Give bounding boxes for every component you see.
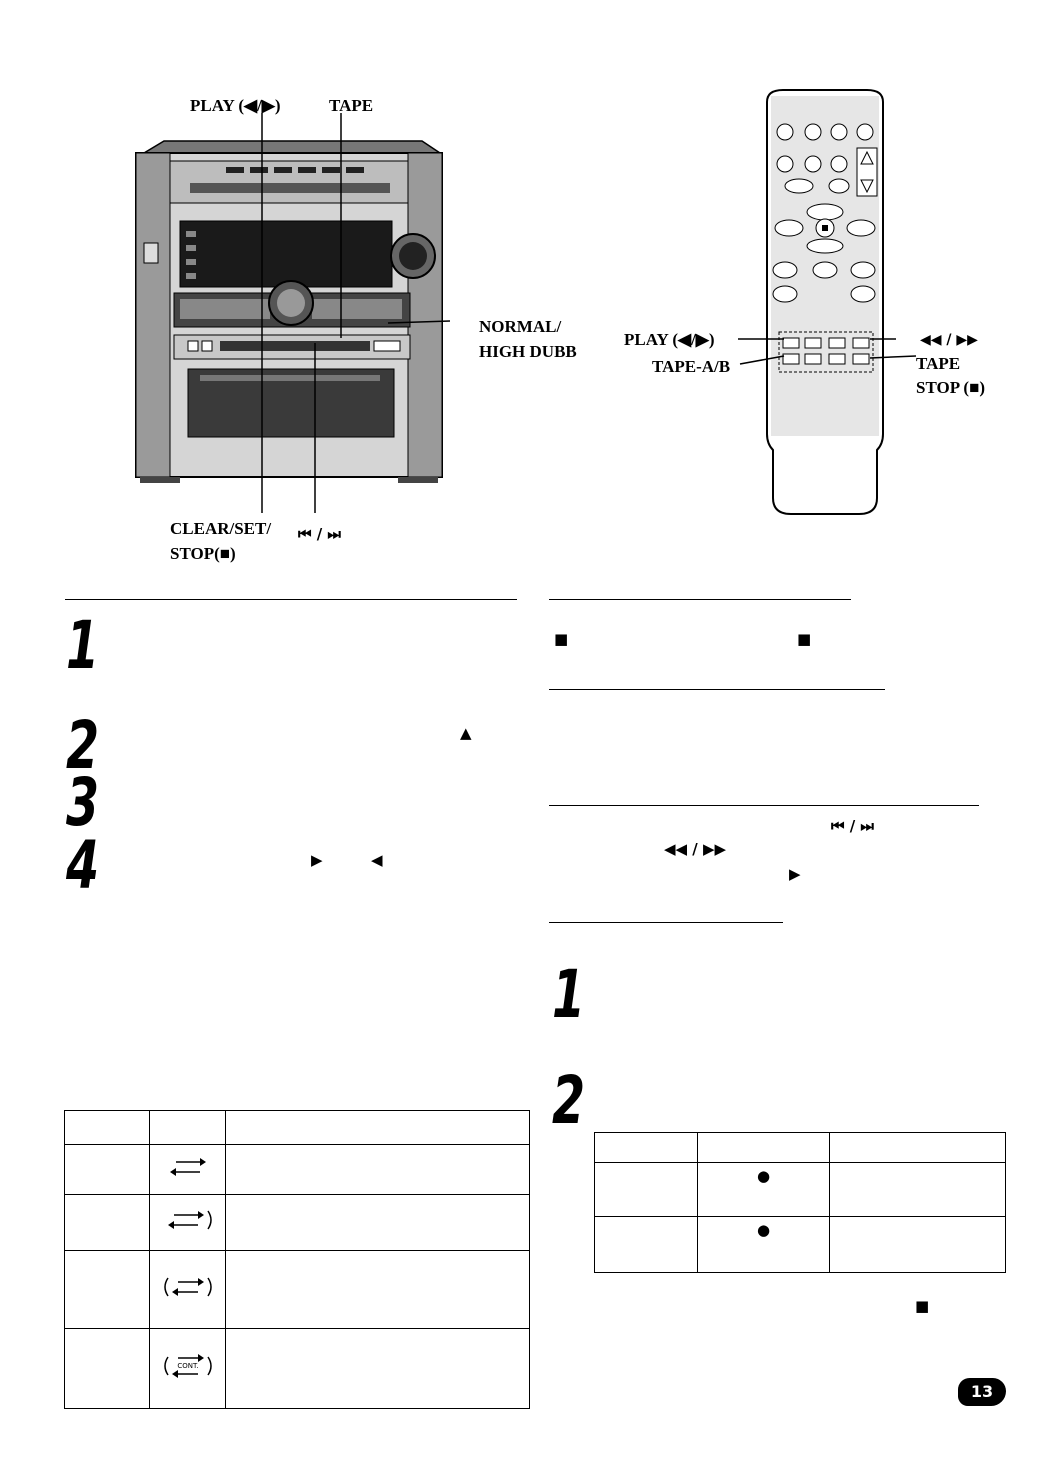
reverse-play-icon: ◀ <box>371 851 383 869</box>
stereo-label-clear-set: CLEAR/SET/ <box>170 519 272 538</box>
remote-label-tape-ab: TAPE-A/B <box>652 357 731 376</box>
stereo-unit-illustration <box>130 113 450 543</box>
cont-label: CONT. <box>176 1362 199 1370</box>
remote-label-ff-rew: ◀◀ / ▶▶ <box>920 332 978 348</box>
stop-icon: ■ <box>797 630 812 648</box>
remote-callout-lines <box>730 330 930 380</box>
step-2-number: 2 <box>66 707 100 784</box>
remote-label-tape: TAPE <box>916 354 961 373</box>
stereo-label-stop: STOP(■) <box>170 544 236 563</box>
step-1-number: 1 <box>66 607 100 684</box>
right-rule-1 <box>549 599 851 600</box>
left-section-rule <box>65 599 517 600</box>
reverse-mode-table <box>64 1110 530 1409</box>
table-row <box>65 1329 530 1409</box>
page-number: 13 <box>958 1378 1006 1406</box>
table-row <box>65 1251 530 1329</box>
stereo-label-high-dubb: HIGH DUBB <box>479 342 577 361</box>
forward-play-icon: ▶ <box>311 851 323 869</box>
skip-icon: ⏮ / ⏭ <box>831 817 874 835</box>
step-4-number: 4 <box>66 827 100 904</box>
stereo-label-play: PLAY (◀/▶) <box>190 96 281 115</box>
play-icon: ▶ <box>789 865 801 883</box>
remote-label-stop: STOP (■) <box>916 378 985 397</box>
table-row <box>595 1163 1006 1217</box>
right-rule-4 <box>549 922 783 923</box>
stereo-label-tape: TAPE <box>329 96 374 115</box>
right-step-2-number: 2 <box>552 1062 586 1139</box>
recording-table <box>594 1132 1006 1273</box>
rec-dot-2: ● <box>698 1217 830 1273</box>
remote-illustration <box>755 88 895 518</box>
stereo-label-normal: NORMAL/ <box>479 317 562 336</box>
table-row <box>595 1217 1006 1273</box>
stereo-label-skip: ⏮ / ⏭ <box>298 525 341 543</box>
stop-icon: ■ <box>915 1297 930 1315</box>
table-row <box>65 1145 530 1195</box>
step-3-number: 3 <box>66 764 100 841</box>
remote-label-play: PLAY (◀/▶) <box>624 330 715 349</box>
ff-rew-icon: ◀◀ / ▶▶ <box>664 840 727 858</box>
right-rule-2 <box>549 689 885 690</box>
one-way-mode-icon <box>158 1152 218 1182</box>
rec-dot-1: ● <box>698 1163 830 1217</box>
stop-icon: ■ <box>554 630 569 648</box>
continuous-mode-icon <box>158 1351 218 1381</box>
eject-icon: ▲ <box>460 724 472 742</box>
two-way-mode-icon <box>158 1205 218 1235</box>
repeat-mode-icon <box>158 1272 218 1302</box>
right-rule-3 <box>549 805 979 806</box>
right-step-1-number: 1 <box>552 956 586 1033</box>
table-row <box>65 1195 530 1251</box>
